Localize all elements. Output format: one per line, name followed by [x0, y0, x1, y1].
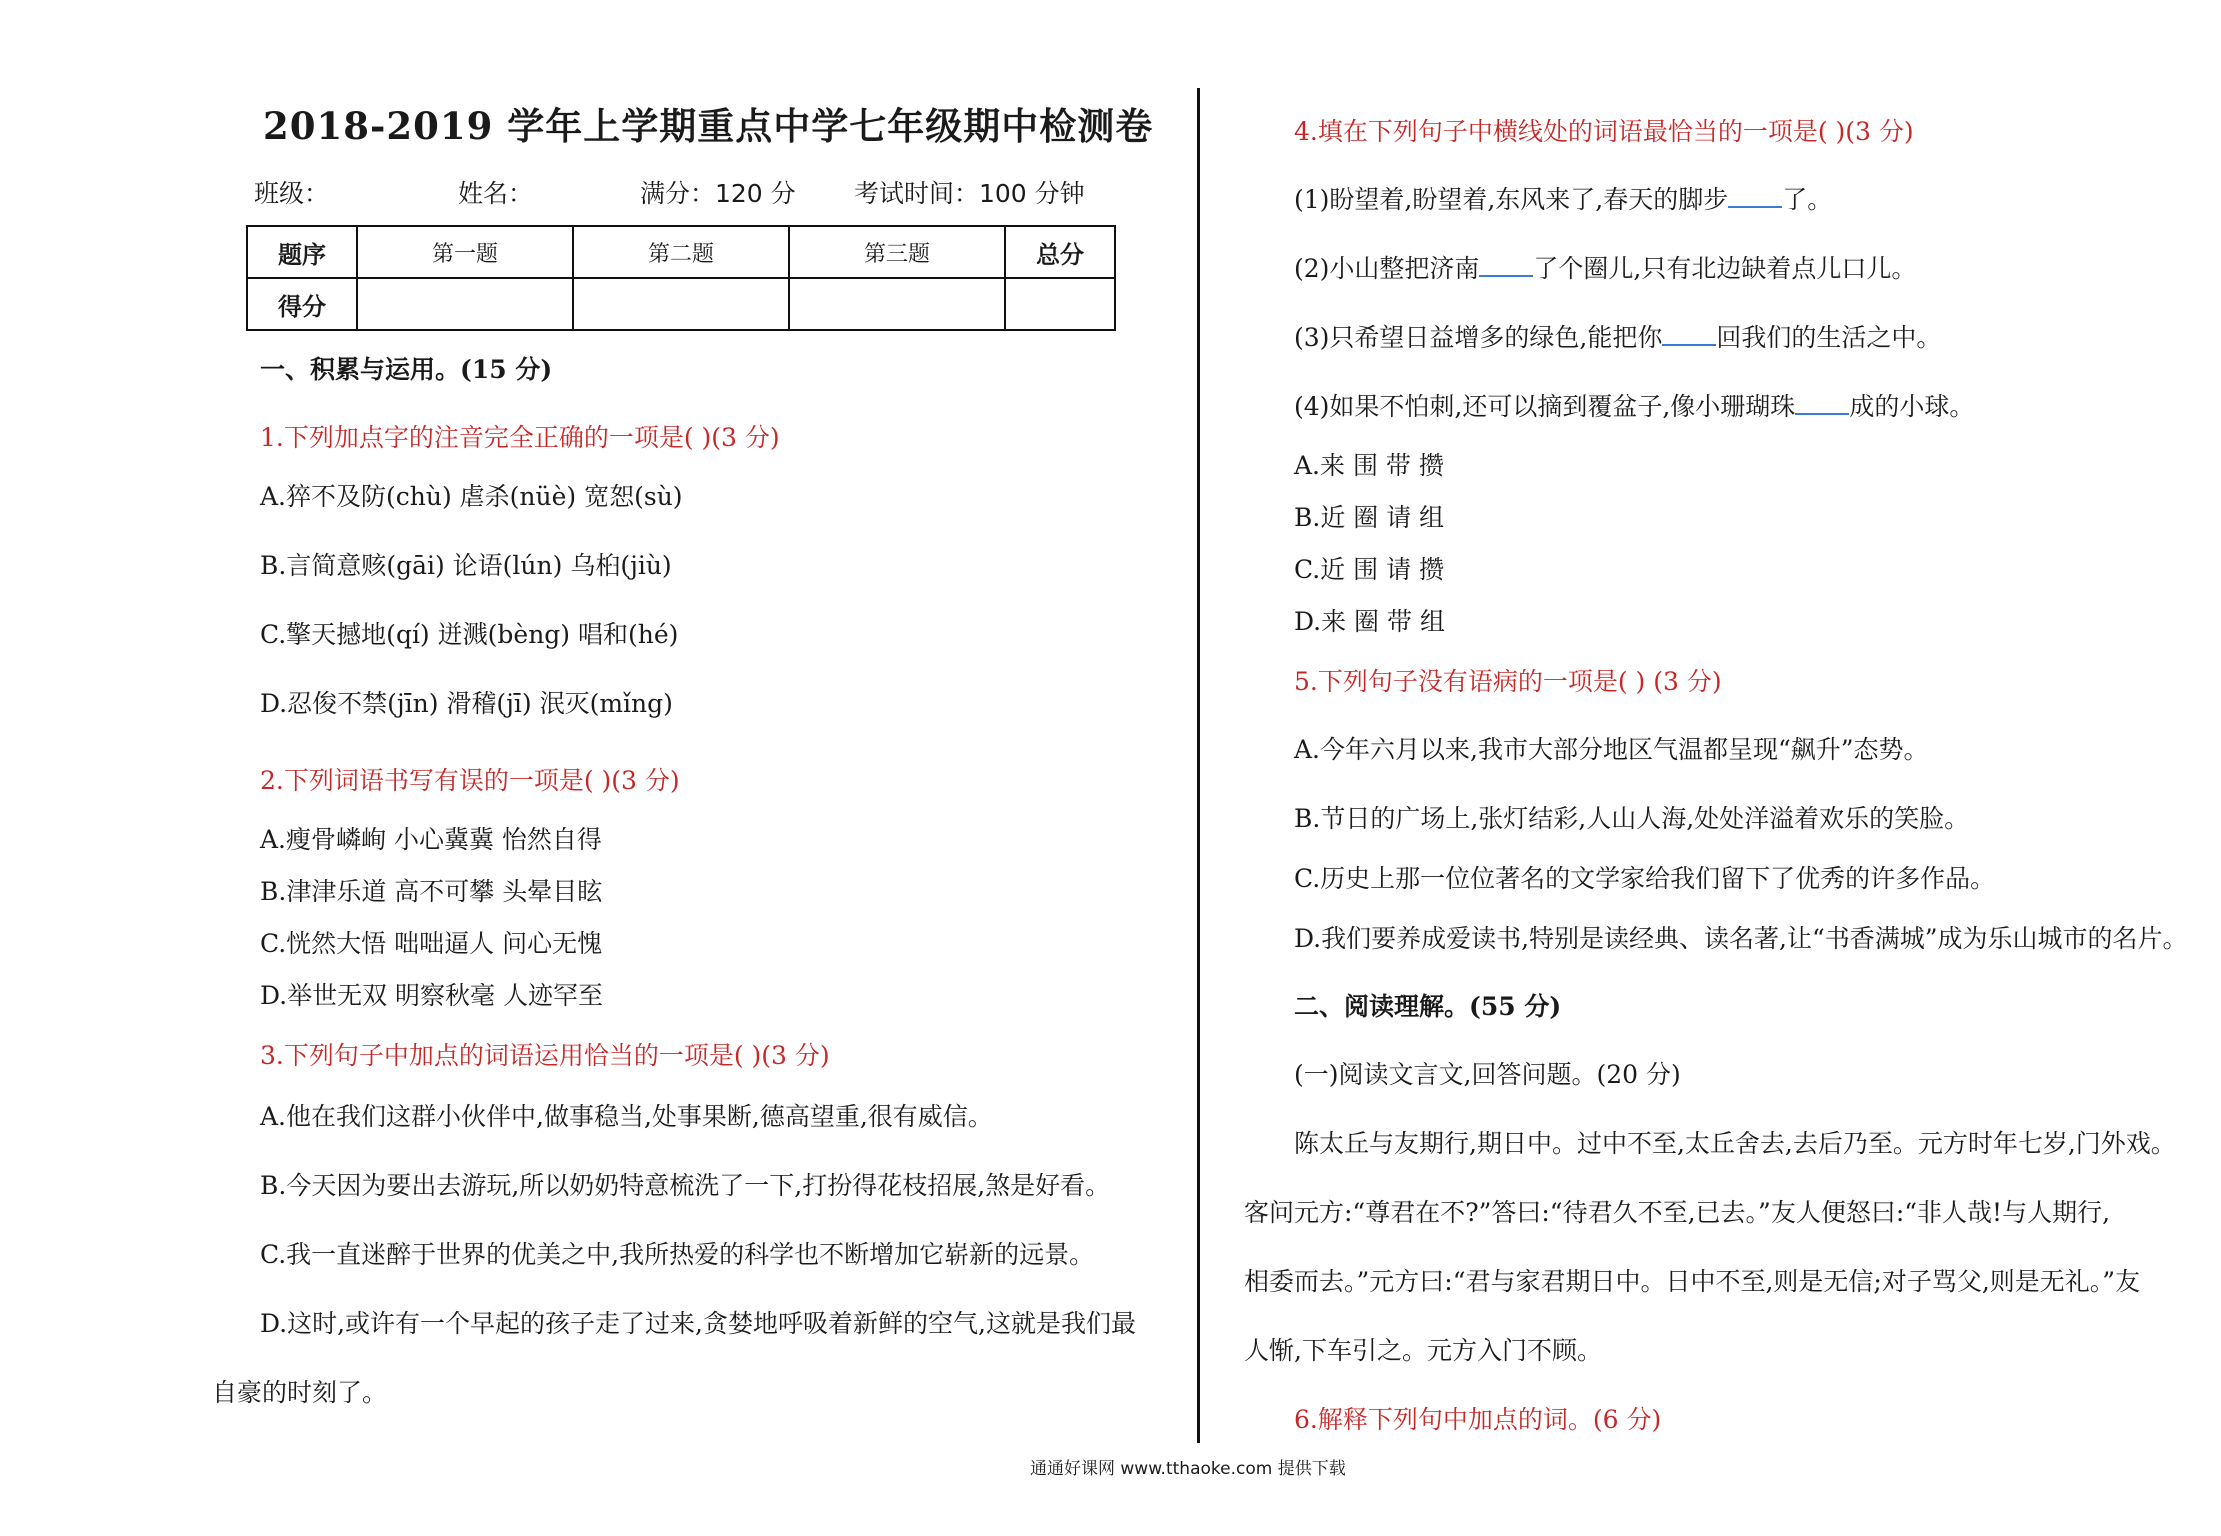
score-row-label: 得分 — [247, 278, 357, 330]
sentence-1-text: (1)盼望着,盼望着,东风来了,春天的脚步 — [1294, 185, 1729, 214]
section-1-heading: 一、积累与运用。(15 分) — [260, 355, 553, 384]
sentence-3-text: (3)只希望日益增多的绿色,能把你 — [1294, 323, 1663, 352]
class-label: 班级： — [254, 179, 330, 208]
question-3: 3.下列句子中加点的词语运用恰当的一项是( )(3 分) — [260, 1041, 830, 1070]
score-cell — [1005, 278, 1115, 330]
question-4-option-b: B.近 圈 请 组 — [1294, 503, 1445, 532]
passage-line-3: 相委而去。”元方曰:“君与家君期日中。日中不至,则是无信;对子骂父,则是无礼。”友 — [1244, 1267, 2141, 1296]
sentence-2-text: (2)小山整把济南 — [1294, 254, 1480, 283]
question-5-option-d: D.我们要养成爱读书,特别是读经典、读名著,让“书香满城”成为乐山城市的名片。 — [1294, 924, 2188, 953]
question-3-option-c: C.我一直迷醉于世界的优美之中,我所热爱的科学也不断增加它崭新的远景。 — [260, 1240, 1095, 1269]
fill-blank — [1728, 206, 1782, 208]
sentence-1-end: 了。 — [1782, 185, 1833, 214]
score-header-total: 总分 — [1005, 226, 1115, 278]
question-2: 2.下列词语书写有误的一项是( )(3 分) — [260, 766, 680, 795]
question-1-option-d: D.忍俊不禁(jīn) 滑稽(jī) 泯灭(mǐng) — [260, 689, 673, 718]
score-cell — [573, 278, 789, 330]
question-5: 5.下列句子没有语病的一项是( ) (3 分) — [1294, 667, 1722, 696]
question-1-option-c: C.擎天撼地(qí) 迸溅(bèng) 唱和(hé) — [260, 620, 679, 649]
score-cell — [789, 278, 1005, 330]
question-4-option-c: C.近 围 请 攒 — [1294, 555, 1445, 584]
fill-blank — [1795, 413, 1849, 415]
column-divider — [1197, 88, 1200, 1443]
question-4-sentence-3 — [1294, 318, 1941, 354]
sentence-2-end: 了个圈儿,只有北边缺着点儿口儿。 — [1533, 254, 1917, 283]
page-title: 2018-2019 学年上学期重点中学七年级期中检测卷 — [263, 104, 1154, 148]
question-1-option-b: B.言简意赅(gāi) 论语(lún) 乌桕(jiù) — [260, 551, 672, 580]
exam-time-label: 考试时间：100 分钟 — [854, 179, 1085, 208]
passage-line-1: 陈太丘与友期行,期日中。过中不至,太丘舍去,去后乃至。元方时年七岁,门外戏。 — [1294, 1129, 2176, 1158]
question-4-option-d: D.来 圈 带 组 — [1294, 607, 1445, 636]
question-5-option-c: C.历史上那一位位著名的文学家给我们留下了优秀的许多作品。 — [1294, 864, 1996, 893]
question-4-sentence-4 — [1294, 387, 1974, 423]
fill-blank — [1662, 344, 1716, 346]
score-table — [246, 225, 1116, 331]
score-header-q1: 第一题 — [357, 226, 573, 278]
question-4-sentence-2 — [1294, 249, 1916, 285]
question-1-option-a: A.猝不及防(chù) 虐杀(nüè) 宽恕(sù) — [260, 482, 683, 511]
question-2-option-c: C.恍然大悟 咄咄逼人 问心无愧 — [260, 929, 603, 958]
footer-credit: 通通好课网 www.tthaoke.com 提供下载 — [1030, 1459, 1346, 1479]
question-5-option-a: A.今年六月以来,我市大部分地区气温都呈现“飙升”态势。 — [1294, 735, 1929, 764]
question-2-option-b: B.津津乐道 高不可攀 头晕目眩 — [260, 877, 603, 906]
question-5-option-b: B.节日的广场上,张灯结彩,人山人海,处处洋溢着欢乐的笑脸。 — [1294, 804, 1970, 833]
question-3-option-d: D.这时,或许有一个早起的孩子走了过来,贪婪地呼吸着新鲜的空气,这就是我们最 — [260, 1309, 1136, 1338]
question-6: 6.解释下列句中加点的词。(6 分) — [1294, 1405, 1662, 1434]
sentence-3-end: 回我们的生活之中。 — [1716, 323, 1942, 352]
question-1: 1.下列加点字的注音完全正确的一项是( )(3 分) — [260, 423, 780, 452]
question-3-option-a: A.他在我们这群小伙伴中,做事稳当,处事果断,德高望重,很有威信。 — [260, 1102, 993, 1131]
passage-line-4: 人惭,下车引之。元方入门不顾。 — [1244, 1336, 1602, 1365]
passage-line-2: 客问元方:“尊君在不?”答曰:“待君久不至,已去。”友人便怒曰:“非人哉!与人期行, — [1244, 1198, 2111, 1227]
score-cell — [357, 278, 573, 330]
fill-blank — [1479, 275, 1533, 277]
full-score-label: 满分：120 分 — [640, 179, 796, 208]
question-2-option-d: D.举世无双 明察秋毫 人迹罕至 — [260, 981, 603, 1010]
subsection-1-heading: (一)阅读文言文,回答问题。(20 分) — [1294, 1060, 1681, 1089]
score-header-order: 题序 — [247, 226, 357, 278]
question-4-sentence-1 — [1294, 180, 1832, 216]
question-4-option-a: A.来 围 带 攒 — [1294, 451, 1444, 480]
question-4: 4.填在下列句子中横线处的词语最恰当的一项是( )(3 分) — [1294, 117, 1914, 146]
sentence-4-text: (4)如果不怕刺,还可以摘到覆盆子,像小珊瑚珠 — [1294, 392, 1796, 421]
score-header-q3: 第三题 — [789, 226, 1005, 278]
score-header-q2: 第二题 — [573, 226, 789, 278]
question-2-option-a: A.瘦骨嶙峋 小心冀冀 怡然自得 — [260, 825, 602, 854]
section-2-heading: 二、阅读理解。(55 分) — [1294, 992, 1562, 1021]
question-3-option-d-cont: 自豪的时刻了。 — [212, 1378, 388, 1407]
sentence-4-end: 成的小球。 — [1849, 392, 1975, 421]
question-3-option-b: B.今天因为要出去游玩,所以奶奶特意梳洗了一下,打扮得花枝招展,煞是好看。 — [260, 1171, 1111, 1200]
name-label: 姓名： — [458, 179, 534, 208]
